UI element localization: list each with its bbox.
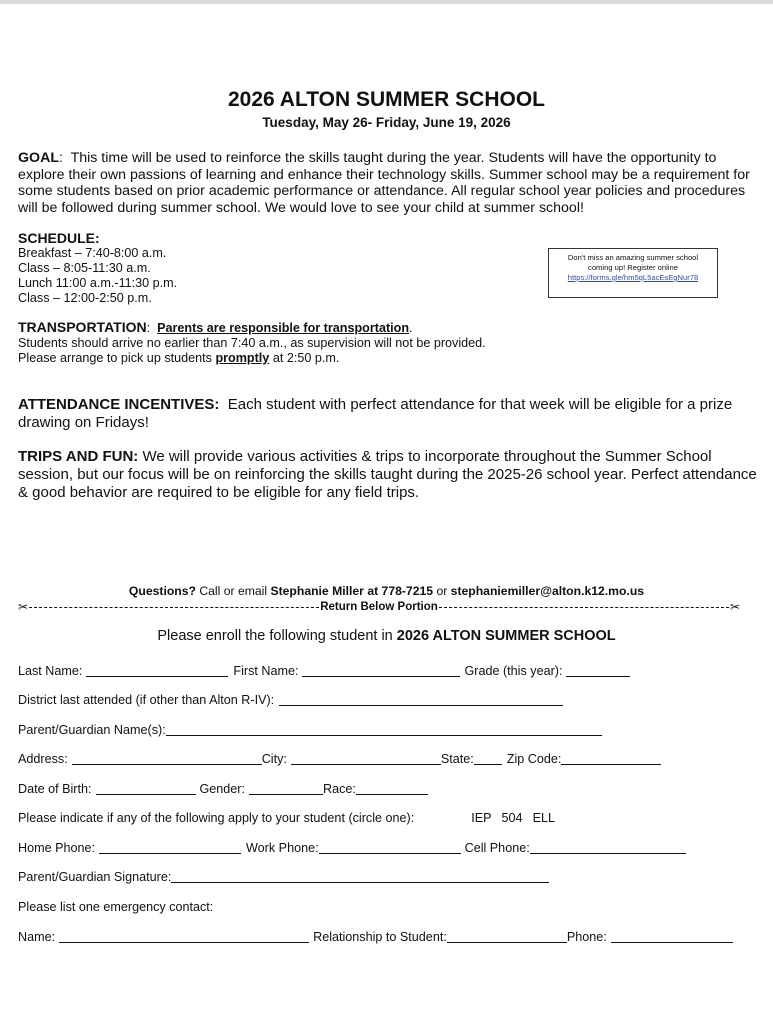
registration-promo-box: [548, 248, 718, 298]
trips-text: We will provide various activities & trips to incorporate throughout the Summer School session, but our focus will be on reinforcing the skills taught during the 2025-26 school year. Perfect attendance & good behavior are required to be eligible for any field trips.: [18, 448, 757, 501]
page-title: 2026 ALTON SUMMER SCHOOL: [228, 88, 545, 111]
form-row-emergency: [18, 896, 213, 914]
schedule-heading: SCHEDULE:: [18, 230, 100, 246]
goal-text: This time will be used to reinforce the skills taught during the year. Students will have the opportunity to explore their own passions of learning and enhance their technology skills. Summer school may be a requirement for some students based on prior academic performance or attendance. All regular school year policies and procedures will be followed during summer school. We would love to see your child at summer school!: [18, 150, 750, 216]
enroll-prompt: Please enroll the following student in: [157, 628, 393, 644]
form-row-address: [18, 748, 661, 766]
emergency-name-field[interactable]: [59, 930, 309, 943]
zip-label: Zip Code:: [506, 752, 562, 766]
district-label: District last attended (if other than Alton R-IV):: [18, 693, 275, 707]
option-iep[interactable]: IEP: [471, 811, 492, 825]
goal-section: GOAL: This time will be used to reinforce the skills taught during the year. Students will have the opportunity to explore their own passions of learning and enhance their technology skills. Summer school may be a requirement for some students based on prior academic performance or attendance. All regular school year policies and procedures will be followed during summer school. We would love to see your child at summer school!: [18, 150, 750, 216]
gender-field[interactable]: [249, 782, 323, 795]
transportation-promptly: promptly: [215, 351, 270, 365]
race-field[interactable]: [356, 782, 428, 795]
emergency-label: Please list one emergency contact:: [18, 900, 214, 914]
form-row-phones: [18, 837, 686, 855]
relationship-label: Relationship to Student:: [313, 930, 447, 944]
attendance-section: [18, 396, 763, 432]
enroll-program: 2026 ALTON SUMMER SCHOOL: [396, 628, 616, 644]
contact-email[interactable]: stephaniemiller@alton.k12.mo.us: [450, 584, 645, 598]
emergency-name-label: Name:: [18, 930, 56, 944]
address-label: Address:: [18, 752, 68, 766]
form-row-birth: [18, 778, 428, 796]
option-504[interactable]: 504: [501, 811, 523, 825]
form-row-guardian: [18, 719, 602, 737]
scissors-icon: ✂: [18, 600, 29, 614]
emergency-phone-label: Phone:: [566, 930, 607, 944]
contact-line: [0, 584, 773, 598]
transportation-arrival: Students should arrive no earlier than 7:40 a.m., as supervision will not be provided.: [18, 336, 486, 350]
contact-prompt: Call or email: [199, 584, 268, 598]
promo-line: coming up! Register online: [588, 263, 678, 272]
promo-line: Don't miss an amazing summer school: [567, 253, 699, 262]
attendance-text: Each student with perfect attendance for that week will be eligible for a prize drawing on Fridays!: [18, 396, 733, 431]
return-portion-label: Return Below Portion: [320, 601, 438, 613]
dob-label: Date of Birth:: [18, 782, 92, 796]
grade-label: Grade (this year):: [464, 664, 563, 678]
schedule-item: Lunch 11:00 a.m.-11:30 p.m.: [18, 276, 178, 290]
option-ell[interactable]: ELL: [532, 811, 555, 825]
guardian-label: Parent/Guardian Name(s):: [18, 723, 166, 737]
transportation-time: at 2:50 p.m.: [272, 351, 340, 365]
form-row-indicate: [18, 807, 555, 825]
attendance-label: ATTENDANCE INCENTIVES:: [18, 396, 220, 413]
form-row-district: [18, 689, 563, 707]
signature-field[interactable]: [171, 870, 549, 883]
home-phone-field[interactable]: [99, 841, 241, 854]
program-indicate-label: Please indicate if any of the following apply to your student (circle one):: [18, 811, 415, 825]
schedule-item: Class – 8:05-11:30 a.m.: [18, 261, 151, 275]
city-field[interactable]: [291, 752, 441, 765]
grade-field[interactable]: [566, 664, 630, 677]
transportation-label: TRANSPORTATION: [18, 319, 147, 335]
form-row-name: [18, 660, 630, 678]
dob-field[interactable]: [96, 782, 196, 795]
state-field[interactable]: [474, 752, 502, 765]
state-label: State:: [440, 752, 474, 766]
home-phone-label: Home Phone:: [18, 841, 96, 855]
contact-name: Stephanie Miller at 778-7215: [270, 584, 434, 598]
first-name-field[interactable]: [302, 664, 460, 677]
guardian-field[interactable]: [166, 723, 602, 736]
district-field[interactable]: [279, 693, 563, 706]
cell-phone-label: Cell Phone:: [464, 841, 530, 855]
top-border: [0, 0, 773, 4]
enroll-heading: [0, 628, 773, 644]
emergency-phone-field[interactable]: [611, 930, 733, 943]
scissors-icon: ✂: [729, 600, 740, 614]
race-label: Race:: [323, 782, 356, 796]
session-dates: Tuesday, May 26- Friday, June 19, 2026: [262, 115, 511, 130]
contact-question: Questions?: [128, 584, 196, 598]
contact-or: or: [436, 584, 448, 598]
form-row-signature: [18, 866, 549, 884]
cut-line: [18, 600, 740, 614]
signature-label: Parent/Guardian Signature:: [18, 870, 172, 884]
goal-label: GOAL: [18, 150, 59, 166]
schedule-item: Breakfast – 7:40-8:00 a.m.: [18, 246, 167, 260]
first-name-label: First Name:: [233, 664, 299, 678]
cell-phone-field[interactable]: [530, 841, 686, 854]
registration-link[interactable]: https://forms.gle/hm5qL5acEsEgNur78: [567, 273, 699, 282]
transportation-emphasis: Parents are responsible for transportation: [157, 321, 410, 335]
dashed-divider: [29, 607, 319, 608]
work-phone-field[interactable]: [319, 841, 461, 854]
zip-field[interactable]: [561, 752, 661, 765]
trips-section: [18, 448, 763, 502]
last-name-label: Last Name:: [18, 664, 83, 678]
form-row-emergency-contact: [18, 926, 733, 944]
city-label: City:: [261, 752, 287, 766]
address-field[interactable]: [72, 752, 262, 765]
transportation-pickup: Please arrange to pick up students: [18, 351, 212, 365]
schedule-item: Class – 12:00-2:50 p.m.: [18, 291, 152, 305]
last-name-field[interactable]: [86, 664, 228, 677]
dashed-divider: [439, 607, 729, 608]
work-phone-label: Work Phone:: [246, 841, 319, 855]
gender-label: Gender:: [199, 782, 246, 796]
transportation-section: TRANSPORTATION: Parents are responsible for transportation. Students should arrive no earlier than 7:40 a.m., as supervision will not be provided. Please arrange to pick up students promptly at 2:50 p.m.: [18, 319, 486, 365]
relationship-field[interactable]: [447, 930, 567, 943]
schedule-list: [18, 246, 177, 306]
trips-label: TRIPS AND FUN:: [18, 448, 139, 465]
